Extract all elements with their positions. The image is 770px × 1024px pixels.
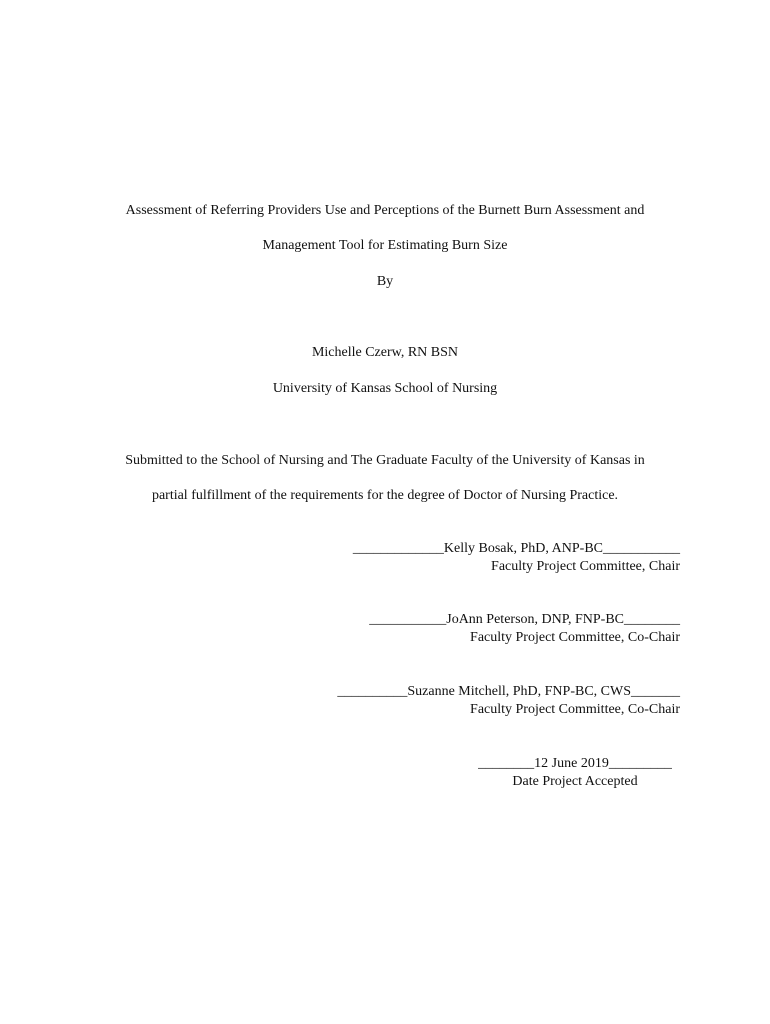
acceptance-date-line: ________12 June 2019_________ <box>478 756 672 771</box>
submission-line-1: Submitted to the School of Nursing and The Graduate Faculty of the University of Kansas in <box>125 453 645 468</box>
title-line-2: Management Tool for Estimating Burn Size <box>262 238 508 253</box>
signature-line-co-chair-1: ___________JoAnn Peterson, DNP, FNP-BC________ <box>369 612 680 627</box>
by-label: By <box>376 274 394 289</box>
author-name: Michelle Czerw, RN BSN <box>311 345 459 360</box>
signature-line-co-chair-2: __________Suzanne Mitchell, PhD, FNP-BC, CWS_______ <box>337 684 680 699</box>
signature-line-chair: _____________Kelly Bosak, PhD, ANP-BC___________ <box>352 541 680 556</box>
acceptance-date-label: Date Project Accepted <box>512 774 638 789</box>
signature-role-co-chair-1: Faculty Project Committee, Co-Chair <box>470 630 680 645</box>
signature-role-chair: Faculty Project Committee, Chair <box>491 559 680 574</box>
title-line-1: Assessment of Referring Providers Use and Perceptions of the Burnett Burn Assessment and <box>125 203 645 218</box>
submission-line-2: partial fulfillment of the requirements for the degree of Doctor of Nursing Practice. <box>151 488 619 503</box>
author-institution: University of Kansas School of Nursing <box>272 381 498 396</box>
signature-role-co-chair-2: Faculty Project Committee, Co-Chair <box>470 702 680 717</box>
